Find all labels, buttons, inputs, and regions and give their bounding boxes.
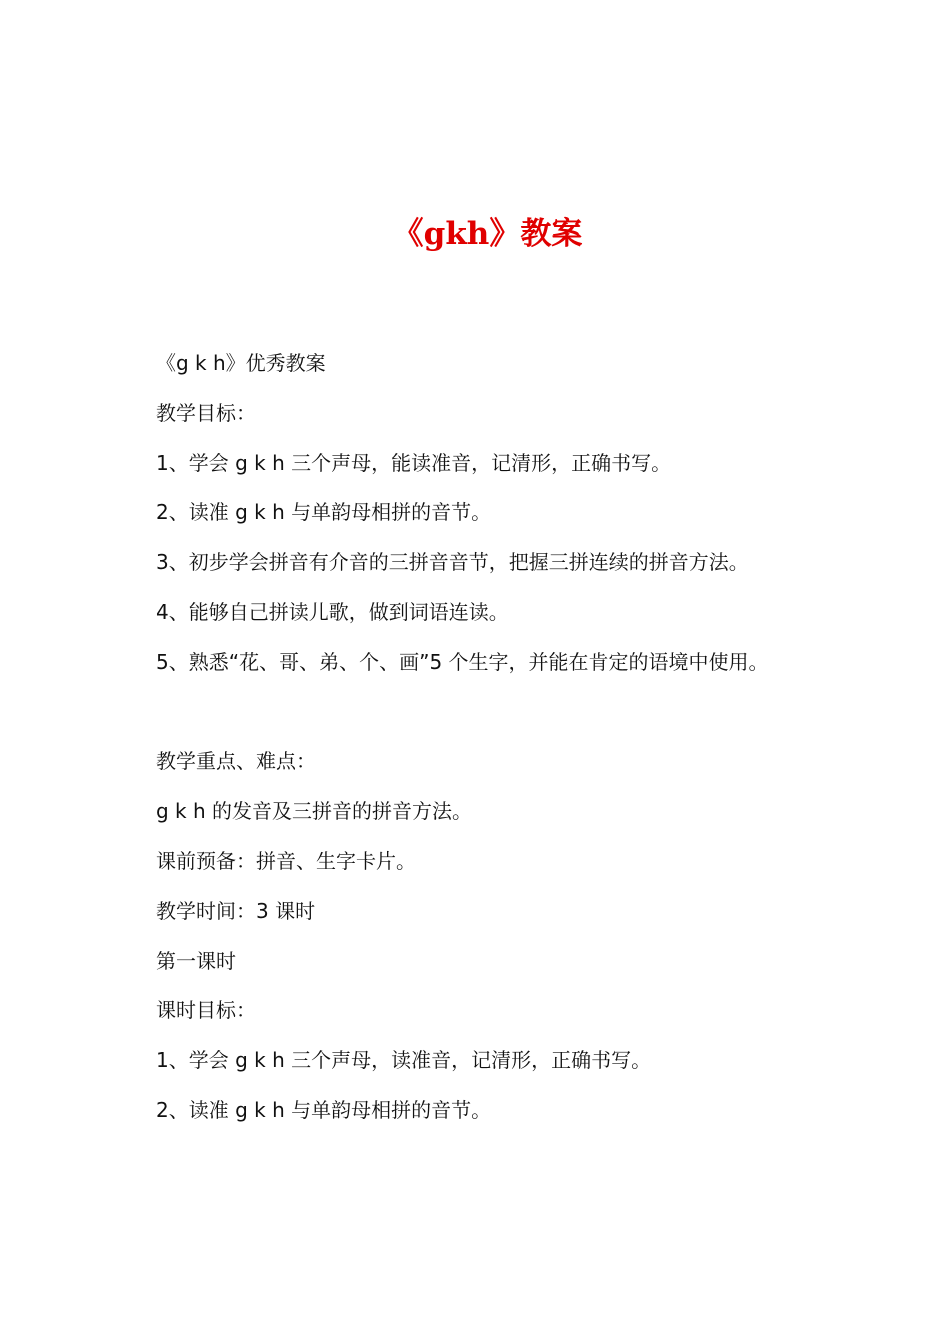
lesson-objectives-heading: 课时目标：: [156, 998, 256, 1022]
key-points-heading: 教学重点、难点：: [156, 749, 316, 773]
lesson-objective-item-2: 2、读准 g k h 与单韵母相拼的音节。: [156, 1098, 492, 1122]
lesson-objective-item-1: 1、学会 g k h 三个声母，读准音，记清形，正确书写。: [156, 1048, 652, 1072]
teaching-time-line: 教学时间：3 课时: [156, 899, 316, 923]
preparation-line: 课前预备：拼音、生字卡片。: [156, 849, 416, 873]
document-title: 《gkh》教案: [392, 216, 583, 252]
objective-item-1: 1、学会 g k h 三个声母，能读准音，记清形，正确书写。: [156, 451, 672, 475]
objective-item-5: 5、熟悉“花、哥、弟、个、画”5 个生字，并能在肯定的语境中使用。: [156, 650, 769, 674]
objectives-heading: 教学目标：: [156, 401, 256, 425]
key-points-text: g k h 的发音及三拼音的拼音方法。: [156, 799, 473, 823]
objective-item-4: 4、能够自己拼读儿歌，做到词语连读。: [156, 600, 509, 624]
first-lesson-heading: 第一课时: [156, 949, 236, 973]
objective-item-2: 2、读准 g k h 与单韵母相拼的音节。: [156, 500, 492, 524]
objective-item-3: 3、初步学会拼音有介音的三拼音音节，把握三拼连续的拼音方法。: [156, 550, 749, 574]
subtitle-line: 《g k h》优秀教案: [156, 351, 326, 375]
